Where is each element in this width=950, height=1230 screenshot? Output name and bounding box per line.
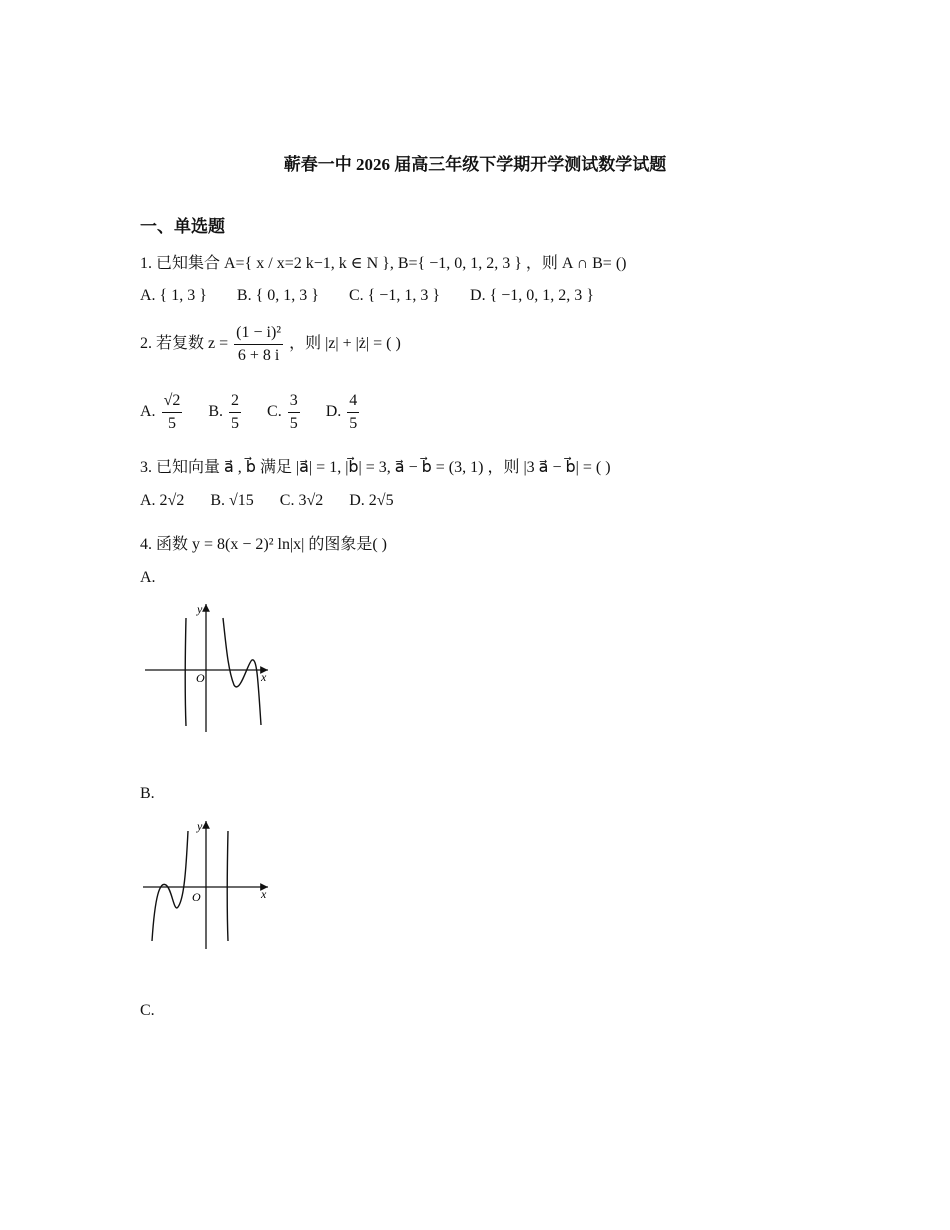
q2-option-d-label: D.	[325, 403, 342, 421]
q2-option-d-num: 4	[347, 390, 359, 413]
origin-label: O	[196, 671, 205, 685]
question-1-stem: 1. 已知集合 A={ x / x=2 k−1, k ∈ N }, B={ −1, 0, 1, 2, 3 } ，则 A ∩ B= ()	[140, 255, 627, 272]
q1-option-c: C. { −1, 1, 3 }	[348, 287, 441, 304]
section-heading: 一、单选题	[140, 217, 225, 236]
y-axis-label: y	[197, 819, 203, 833]
q2-option-b-den: 5	[231, 415, 240, 432]
q2-option-b-num: 2	[229, 390, 241, 413]
page-title: 蕲春一中 2026 届高三年级下学期开学测试数学试题	[283, 155, 667, 174]
q2-option-a-den: 5	[167, 415, 176, 432]
x-axis-label: x	[261, 670, 267, 684]
question-1-options	[140, 287, 620, 305]
curve-right-branch	[227, 831, 228, 941]
q2-option-a	[140, 390, 184, 435]
origin-label: O	[192, 890, 201, 904]
question-3-stem: 3. 已知向量 a⃗ , b⃗ 满足 |a⃗| = 1, |b⃗| = 3, a⃗ − b⃗ = (3, 1) ，则 |3 a⃗ − b⃗| = ( )	[140, 459, 611, 476]
q1-option-d: D. { −1, 0, 1, 2, 3 }	[470, 287, 594, 304]
q3-option-d: D. 2√5	[349, 492, 394, 509]
q2-option-c-den: 5	[289, 415, 298, 432]
q2-option-b-label: B.	[208, 403, 224, 421]
q2-option-c-num: 3	[288, 390, 300, 413]
q2-numerator: (1 − i)²	[234, 322, 283, 345]
q3-option-b: B. √15	[210, 492, 254, 509]
curve-left-branch	[185, 618, 186, 726]
q3-option-c: C. 3√2	[279, 492, 324, 509]
q2-option-c	[267, 390, 302, 435]
q2-option-a-label: A.	[140, 403, 156, 421]
q4-option-a-label: A.	[140, 569, 156, 586]
question-4-stem: 4. 函数 y = 8(x − 2)² ln|x| 的图象是( )	[140, 536, 388, 553]
q1-option-b: B. { 0, 1, 3 }	[236, 287, 319, 304]
question-3-options	[140, 492, 416, 510]
curve-left-branch	[152, 831, 188, 941]
q4-graph-b	[140, 815, 280, 955]
x-axis-label: x	[261, 887, 267, 901]
question-2-stem	[140, 322, 401, 367]
q1-option-a: A. { 1, 3 }	[140, 287, 207, 304]
q2-option-b	[208, 390, 243, 435]
q4-option-b-label: B.	[140, 785, 155, 802]
q4-option-c-label: C.	[140, 1002, 155, 1019]
q4-graph-a	[140, 600, 280, 740]
q2-option-d-den: 5	[349, 415, 358, 432]
q2-option-d	[326, 390, 362, 435]
q2-option-c-label: C.	[267, 403, 282, 421]
y-axis-label: y	[197, 602, 203, 616]
curve-right-branch	[223, 618, 261, 725]
q2-denominator: 6 + 8 i	[237, 347, 280, 364]
question-2-options	[140, 390, 381, 435]
q3-option-a: A. 2√2	[140, 492, 185, 509]
q2-suffix: ，则 |z| + |ż| = ( )	[289, 335, 401, 353]
q2-fraction	[234, 322, 283, 367]
q2-prefix: 2. 若复数 z =	[140, 335, 229, 353]
q2-option-a-num: √2	[162, 390, 183, 413]
